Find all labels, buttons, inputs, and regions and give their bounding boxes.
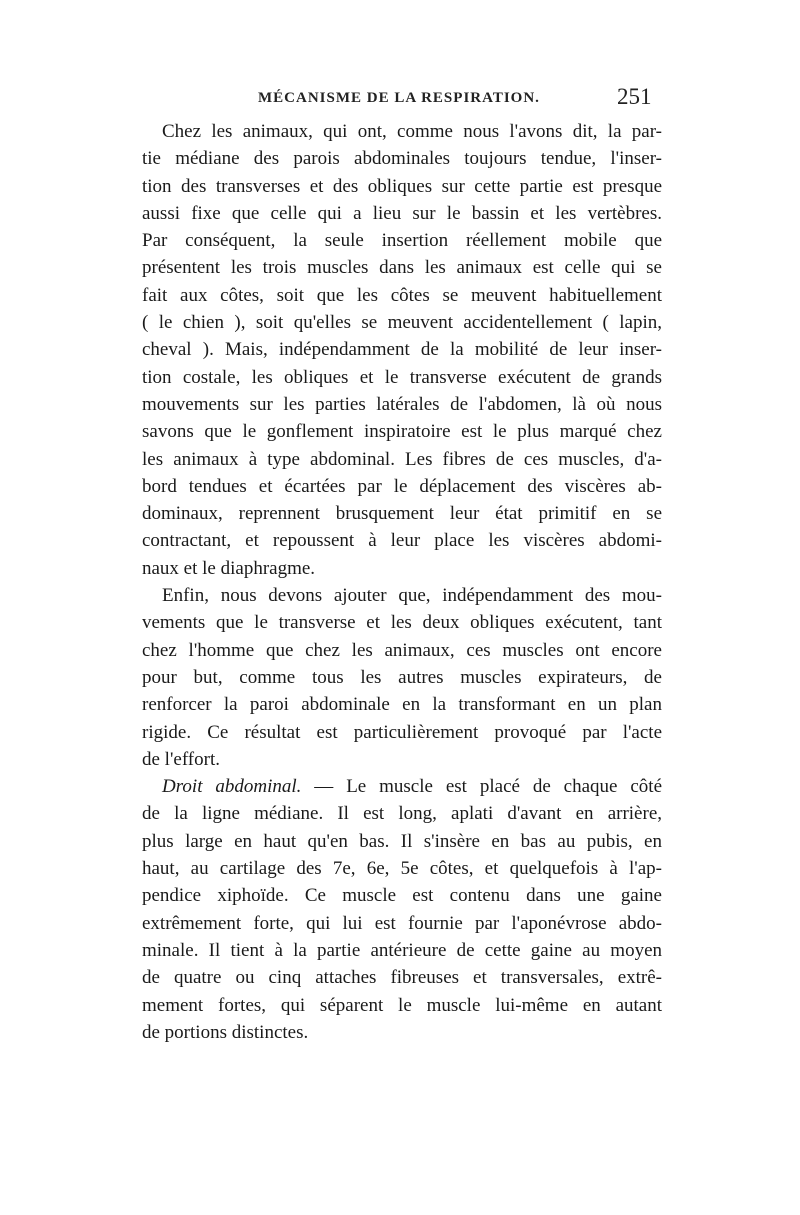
- text-line: rigide. Ce résultat est particulièrement provoqué par l'acte: [142, 721, 662, 743]
- text-line: vements que le transverse et les deux obliques exécutent, tant: [142, 612, 662, 634]
- paragraph-1: [142, 118, 662, 582]
- text-line: naux et le diaphragme.: [142, 557, 316, 579]
- text-line: de quatre ou cinq attaches fibreuses et transversales, extrê-: [142, 967, 662, 989]
- text-line: présentent les trois muscles dans les animaux est celle qui se: [142, 257, 662, 279]
- text-line: bord tendues et écartées par le déplacement des viscères ab-: [142, 475, 662, 497]
- text-line: dominaux, reprennent brusquement leur état primitif en se: [142, 503, 662, 525]
- text-line: tie médiane des parois abdominales toujours tendue, l'inser-: [142, 148, 662, 170]
- text-line: les animaux à type abdominal. Les fibres de ces muscles, d'a-: [142, 448, 662, 470]
- paragraph-2: [142, 582, 662, 773]
- text-line: tion des transverses et des obliques sur cette partie est presque: [142, 175, 662, 197]
- text-line: minale. Il tient à la partie antérieure de cette gaine au moyen: [142, 939, 662, 961]
- text-line: contractant, et repoussent à leur place les viscères abdomi-: [142, 530, 662, 552]
- paragraph-3: [142, 773, 662, 1046]
- text-line: Chez les animaux, qui ont, comme nous l'avons dit, la par-: [162, 121, 662, 142]
- text-line: pendice xiphoïde. Ce muscle est contenu dans une gaine: [142, 885, 662, 907]
- page-number: 251: [617, 84, 652, 109]
- text-line: mement fortes, qui séparent le muscle lui-même en autant: [142, 994, 662, 1016]
- text-line: de l'effort.: [142, 748, 220, 770]
- text-line: pour but, comme tous les autres muscles expirateurs, de: [142, 666, 662, 688]
- heading-line-rest: — Le muscle est placé de chaque côté: [301, 776, 663, 798]
- text-line: Enfin, nous devons ajouter que, indépendamment des mou-: [162, 585, 662, 607]
- text-line: renforcer la paroi abdominale en la transformant en un plan: [142, 694, 662, 716]
- text-line: extrêmement forte, qui lui est fournie par l'aponévrose abdo-: [142, 912, 662, 934]
- text-line: aussi fixe que celle qui a lieu sur le bassin et les vertèbres.: [142, 202, 662, 224]
- text-line: Par conséquent, la seule insertion réellement mobile que: [142, 230, 662, 252]
- running-title: MÉCANISME DE LA RESPIRATION.: [258, 90, 540, 106]
- section-heading: Droit abdominal.: [162, 776, 302, 798]
- body-text: [142, 118, 662, 1046]
- text-line: ( le chien ), soit qu'elles se meuvent accidentellement ( lapin,: [142, 312, 662, 334]
- text-line: savons que le gonflement inspiratoire est le plus marqué chez: [142, 421, 662, 443]
- text-line: de portions distinctes.: [142, 1021, 309, 1043]
- text-line: chez l'homme que chez les animaux, ces muscles ont encore: [142, 639, 662, 661]
- text-line: de la ligne médiane. Il est long, aplati d'avant en arrière,: [142, 803, 662, 825]
- text-line: haut, au cartilage des 7e, 6e, 5e côtes, et quelquefois à l'ap-: [142, 858, 662, 880]
- text-line: plus large en haut qu'en bas. Il s'insère en bas au pubis, en: [142, 830, 662, 852]
- text-line: [142, 773, 662, 800]
- text-line: tion costale, les obliques et le transverse exécutent de grands: [142, 366, 662, 388]
- text-line: cheval ). Mais, indépendamment de la mobilité de leur inser-: [142, 339, 662, 361]
- text-line: fait aux côtes, soit que les côtes se meuvent habituellement: [142, 284, 662, 306]
- text-line: mouvements sur les parties latérales de l'abdomen, là où nous: [142, 393, 662, 415]
